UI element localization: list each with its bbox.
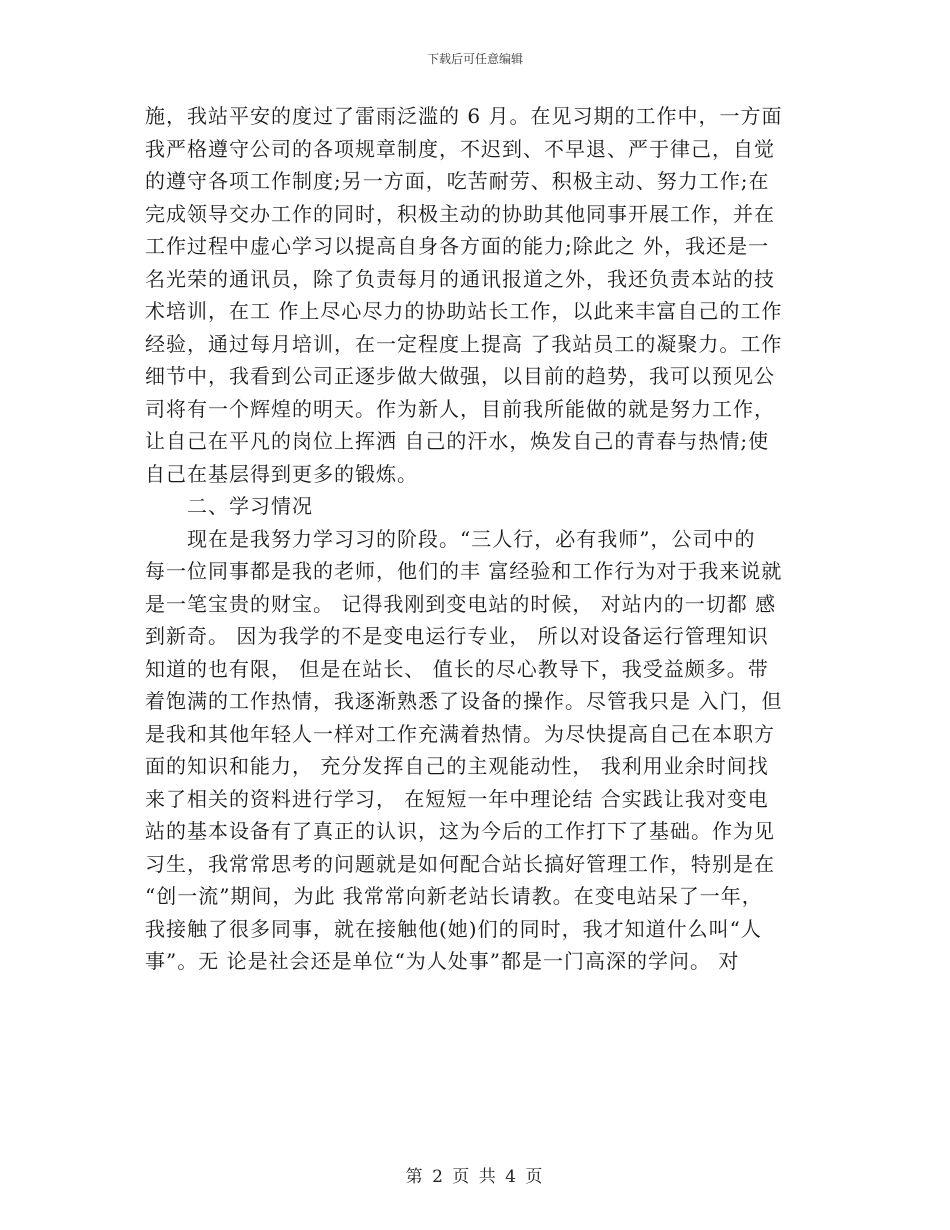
- text-line: “创一流”期间，为此 我常常向新老站长请教。在变电站呆了一年，: [145, 884, 763, 908]
- document-body: [145, 100, 805, 978]
- text-line: 自己在基层得到更多的锻炼。: [145, 461, 418, 486]
- text-line: 是一笔宝贵的财宝。 记得我刚到变电站的时候， 对站内的一切都 感: [145, 591, 777, 616]
- text-line: 让自己在平凡的岗位上挥洒 自己的汗水，焕发自己的青春与热情;使: [145, 429, 770, 453]
- text-line: 每一位同事都是我的老师，他们的丰 富经验和工作行为对于我来说就: [145, 559, 783, 583]
- text-line: 到新奇。 因为我学的不是变电运行专业， 所以对设备运行管理知识: [145, 624, 769, 648]
- page-header: 下载后可任意编辑: [426, 52, 523, 66]
- text-line: 细节中，我看到公司正逐步做大做强，以目前的趋势，我可以预见公: [145, 364, 775, 388]
- text-line: 现在是我努力学习习的阶段。“三人行，必有我师”，公司中的: [145, 526, 756, 551]
- text-line: 名光荣的通讯员，除了负责每月的通讯报道之外，我还负责本站的技: [145, 266, 775, 291]
- text-line: 站的基本设备有了真正的认识，这为今后的工作打下了基础。作为见: [145, 819, 775, 843]
- text-line: 司将有一个辉煌的明天。作为新人，目前我所能做的就是努力工作，: [145, 396, 775, 421]
- text-line: 工作过程中虚心学习以提高自身各方面的能力;除此之 外，我还是一: [145, 234, 770, 258]
- text-line: 是我和其他年轻人一样对工作充满着热情。为尽快提高自己在本职方: [145, 721, 775, 746]
- text-line: 经验，通过每月培训，在一定程度上提高 了我站员工的凝聚力。工作: [145, 331, 783, 356]
- text-line: 施，我站平安的度过了雷雨泛滥的 6 月。在见习期的工作中，一方面: [145, 104, 783, 128]
- text-line: 来了相关的资料进行学习， 在短短一年中理论结 合实践让我对变电: [145, 786, 769, 811]
- text-line: 完成领导交办工作的同时，积极主动的协助其他同事开展工作，并在: [145, 201, 775, 226]
- text-line: 面的知识和能力， 充分发挥自己的主观能动性， 我利用业余时间找: [145, 754, 769, 778]
- section-heading: 二、学习情况: [145, 494, 313, 518]
- text-line: 我接触了很多同事，就在接触他(她)们的同时，我才知道什么叫“人: [145, 916, 762, 941]
- text-line: 的遵守各项工作制度;另一方面，吃苦耐劳、积极主动、努力工作;在: [145, 169, 770, 193]
- page-number-footer: 第 2 页 共 4 页: [405, 1167, 545, 1187]
- text-line: 着饱满的工作热情，我逐渐熟悉了设备的操作。尽管我只是 入门，但: [145, 689, 783, 713]
- text-line: 事”。无 论是社会还是单位“为人处事”都是一门高深的学问。 对: [145, 949, 740, 973]
- text-line: 习生，我常常思考的问题就是如何配合站长搞好管理工作，特别是在: [145, 851, 775, 876]
- text-line: 术培训，在工 作上尽心尽力的协助站长工作，以此来丰富自己的工作: [145, 299, 783, 323]
- text-line: 我严格遵守公司的各项规章制度，不迟到、不早退、严于律己，自觉: [145, 136, 775, 161]
- text-line: 知道的也有限， 但是在站长、 值长的尽心教导下，我受益颇多。带: [145, 656, 769, 681]
